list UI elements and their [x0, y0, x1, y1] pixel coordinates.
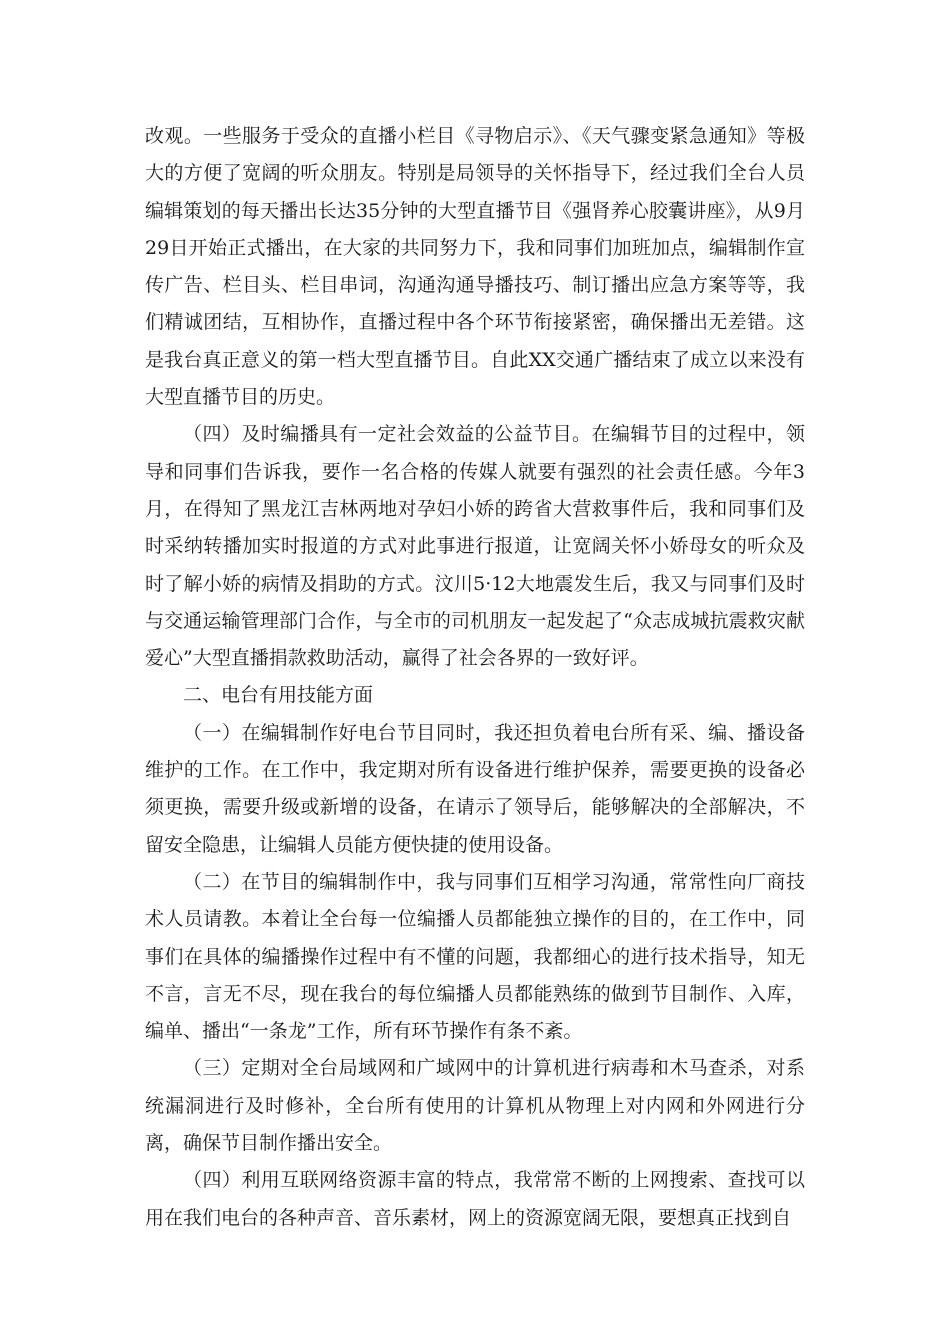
paragraph-6: （四）利用互联网络资源丰富的特点，我常常不断的上网搜索、查找可以用在我们电台的各种声音、音乐素材，网上的资源宽阔无限，要想真正找到自 [145, 1169, 805, 1229]
section-heading: 二、电台有用技能方面 [183, 684, 374, 707]
paragraph-5: （三）定期对全台局域网和广域网中的计算机进行病毒和木马查杀，对系统漏洞进行及时修补，全台所有使用的计算机从物理上对内网和外网进行分离，确保节目制作播出安全。 [145, 1057, 805, 1155]
paragraph-4: （二）在节目的编辑制作中，我与同事们互相学习沟通，常常性向厂商技术人员请教。本着让全台每一位编播人员都能独立操作的目的，在工作中，同事们在具体的编播操作过程中有不懂的问题，我都细心的进行技术指导，知无不言，言无不尽，现在我台的每位编播人员都能熟练的做到节目制作、入库，编单、播出“一条龙”工作，所有环节操作有条不紊。 [145, 870, 805, 1043]
document-page [145, 118, 805, 1237]
paragraph-1: 改观。一些服务于受众的直播小栏目《寻物启示》、《天气骤变紧急通知》等极大的方便了宽阔的听众朋友。特别是局领导的关怀指导下，经过我们全台人员编辑策划的每天播出长达35分钟的大型直播节目《强肾养心胶囊讲座》，从9月29日开始正式播出，在大家的共同努力下，我和同事们加班加点，编辑制作宣传广告、栏目头、栏目串词，沟通沟通导播技巧、制订播出应急方案等等，我们精诚团结，互相协作，直播过程中各个环节衔接紧密，确保播出无差错。这是我台真正意义的第一档大型直播节目。自此XX交通广播结束了成立以来没有大型直播节目的历史。 [145, 125, 805, 409]
paragraph-3: （一）在编辑制作好电台节目同时，我还担负着电台所有采、编、播设备维护的工作。在工作中，我定期对所有设备进行维护保养，需要更换的设备必须更换，需要升级或新增的设备，在请示了领导后，能够解决的全部解决，不留安全隐患，让编辑人员能方便快捷的使用设备。 [145, 721, 805, 856]
paragraph-2: （四）及时编播具有一定社会效益的公益节目。在编辑节目的过程中，领导和同事们告诉我，要作一名合格的传媒人就要有强烈的社会责任感。今年3月，在得知了黑龙江吉林两地对孕妇小娇的跨省大营救事件后，我和同事们及时采纳转播加实时报道的方式对此事进行报道，让宽阔关怀小娇母女的听众及时了解小娇的病情及捐助的方式。汶川5·12大地震发生后，我又与同事们及时与交通运输管理部门合作，与全市的司机朋友一起发起了“众志成城抗震救灾献爱心”大型直播捐款救助活动，赢得了社会各界的一致好评。 [145, 423, 805, 670]
